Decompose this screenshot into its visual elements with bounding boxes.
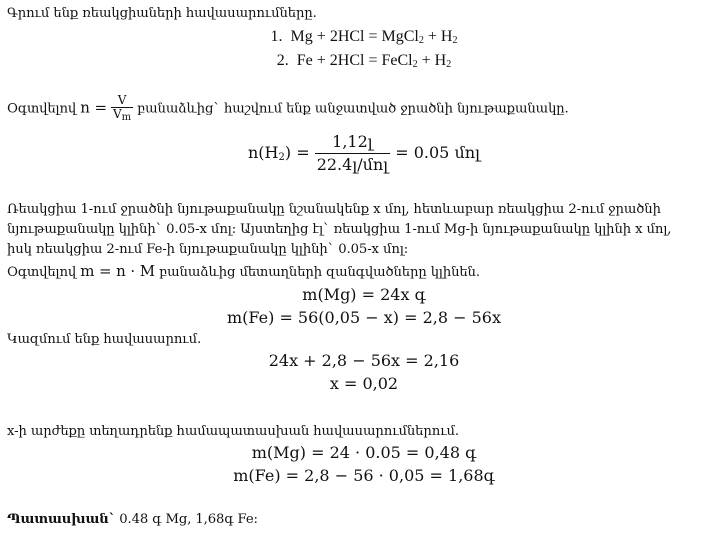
answer-label: Պատասխան` [7, 512, 116, 527]
reaction-2-product-c-sub: 2 [412, 59, 418, 70]
reaction-1-product-d: H [440, 28, 453, 45]
substitute-text: x-ի արժեքը տեղադրենք համապատասխան հավասարումներում. [7, 424, 459, 439]
reaction-2-reactant-b: 2HCl [329, 52, 365, 69]
reaction-1-product-c-sub: 2 [418, 35, 424, 46]
answer-text: 0.48 գ Mg, 1,68գ Fe: [119, 512, 258, 527]
equation-h2-lhs-close: ) = [284, 143, 310, 162]
formula-n-before: Օգտվելով [7, 101, 77, 117]
formula-n-after: բանաձևից` հաշվում ենք անջատված ջրածնի նյութաքանակը. [137, 101, 569, 117]
reaction-1-reactant-b: 2HCl [329, 28, 365, 45]
formula-m-formula: m = n · M [80, 262, 155, 280]
equation-mass-fe: m(Fe) = 56(0,05 − x) = 2,8 − 56x [227, 308, 501, 327]
formula-m-after: բանաձևից մետաղների զանգվածները կլինեն. [159, 265, 480, 280]
reaction-1-product-c: MgCl [381, 28, 419, 45]
answer-line [7, 512, 258, 527]
reaction-2-product-c: FeCl [381, 52, 413, 69]
equation-result-fe: m(Fe) = 2,8 − 56 · 0,05 = 1,68գ [233, 466, 495, 485]
reaction-2: 2. Fe + 2HCl = FeCl$_2$ + $H_2$ [276, 52, 452, 70]
formula-n-lhs: n = [80, 98, 107, 117]
reaction-1-product-d-sub: 2 [452, 35, 458, 46]
equation-h2-numerator: 1,12լ [315, 131, 390, 154]
compose-text: Կազմում ենք հավասարում. [7, 332, 202, 347]
reaction-1: 1. Mg + 2HCl = MgCl$_2$ + $H_2$ [270, 28, 458, 46]
reaction-2-number: 2. [276, 52, 289, 69]
formula-n-denominator-sub: m [121, 112, 131, 123]
formula-m-before: Օգտվելով [7, 265, 77, 280]
paragraph-line-3: իսկ ռեակցիա 2-ում Fe-ի նյութաքանակը կլինի` 0.05-x մոլ: [7, 242, 409, 257]
equation-h2 [0, 131, 728, 176]
equation-h2-denominator: 22.4լ/մոլ [316, 155, 389, 174]
equation-h2-lhs-sub: 2 [278, 152, 285, 163]
equation-h2-lhs: n(H [247, 143, 279, 162]
equation-mass-mg: m(Mg) = 24x գ [302, 285, 426, 304]
reaction-1-number: 1. [270, 28, 283, 45]
equation-h2-rhs: = 0.05 մոլ [395, 143, 480, 162]
reaction-2-reactant-a: Fe [296, 52, 313, 69]
reaction-2-product-d-sub: 2 [446, 59, 452, 70]
reaction-2-product-d: H [434, 52, 447, 69]
formula-n-denominator: V [113, 107, 122, 121]
formula-n-fraction [111, 94, 133, 124]
reaction-1-reactant-a: Mg [290, 28, 313, 45]
equation-solve-2: x = 0,02 [329, 374, 399, 393]
formula-n-line [7, 94, 569, 124]
paragraph-line-2: նյութաքանակը կլինի` 0.05-x մոլ: Այստեղից էլ` ռեակցիա 1-ում Mg-ի նյութաքանակը կլինի x մոլ, [7, 222, 672, 237]
equation-solve-1: 24x + 2,8 − 56x = 2,16 [268, 351, 460, 370]
intro-text: Գրում ենք ռեակցիաների հավասարումները. [7, 6, 317, 21]
formula-n-numerator: V [111, 94, 133, 108]
paragraph-line-1: Ռեակցիա 1-ում ջրածնի նյութաքանակը նշանակենք x մոլ, հետևաբար ռեակցիա 2-ում ջրածնի [7, 202, 661, 217]
equation-result-mg: m(Mg) = 24 · 0.05 = 0,48 գ [251, 443, 477, 462]
formula-m-line [7, 262, 480, 280]
equation-h2-fraction [315, 131, 390, 176]
